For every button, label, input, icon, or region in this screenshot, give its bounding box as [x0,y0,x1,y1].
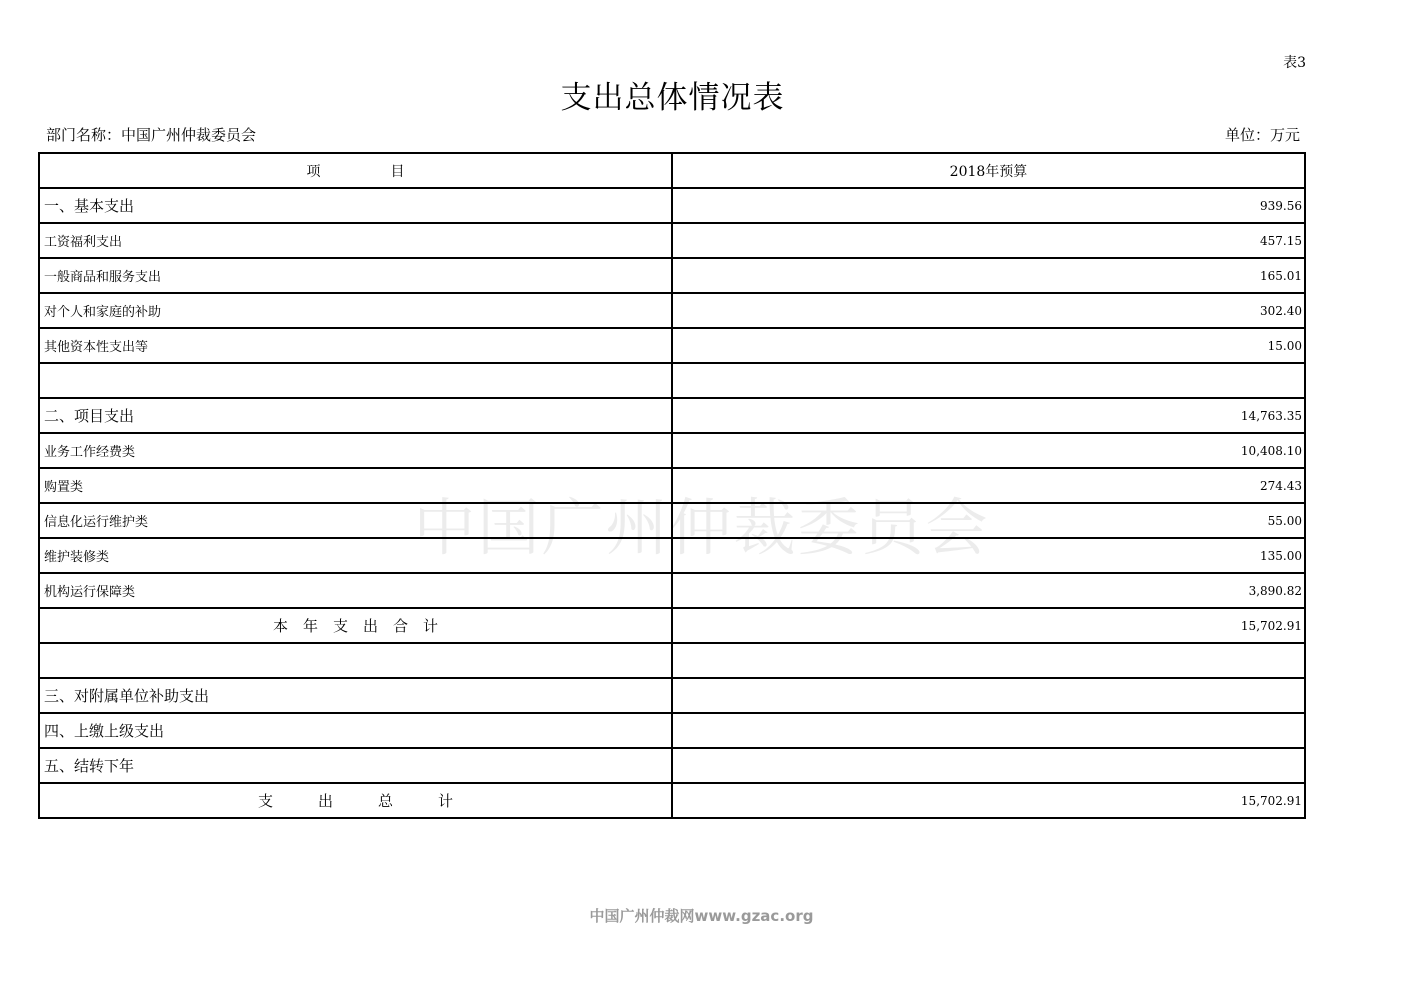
table-row [39,258,1305,293]
row-label: 一、基本支出 [39,188,672,223]
table-row [39,363,1305,398]
row-label [39,363,672,398]
row-label: 信息化运行维护类 [39,503,672,538]
row-value: 274.43 [672,468,1305,503]
table-number: 表3 [1283,55,1306,71]
row-label: 本 年 支 出 合 计 [39,608,672,643]
table-row [39,783,1305,818]
table-row [39,328,1305,363]
row-label: 支 出 总 计 [39,783,672,818]
table-row [39,748,1305,783]
table-row [39,223,1305,258]
row-label: 一般商品和服务支出 [39,258,672,293]
header-item: 项 目 [39,153,672,188]
row-value: 55.00 [672,503,1305,538]
table-row [39,608,1305,643]
table-row [39,573,1305,608]
department-name: 部门名称：中国广州仲裁委员会 [46,126,257,144]
row-value: 3,890.82 [672,573,1305,608]
watermark: 中国广州仲裁委员会 [413,491,990,564]
table-row [39,433,1305,468]
row-value [672,713,1305,748]
row-value [672,643,1305,678]
row-value: 302.40 [672,293,1305,328]
unit-label: 单位：万元 [1224,126,1300,144]
row-label: 三、对附属单位补助支出 [39,678,672,713]
row-value: 15,702.91 [672,783,1305,818]
table-row [39,713,1305,748]
row-value [672,363,1305,398]
row-label: 购置类 [39,468,672,503]
row-value: 15,702.91 [672,608,1305,643]
row-value: 135.00 [672,538,1305,573]
row-value: 457.15 [672,223,1305,258]
table-row [39,293,1305,328]
table-row [39,503,1305,538]
row-value: 15.00 [672,328,1305,363]
row-value: 10,408.10 [672,433,1305,468]
row-value: 14,763.35 [672,398,1305,433]
row-label: 机构运行保障类 [39,573,672,608]
table-row [39,398,1305,433]
row-value: 165.01 [672,258,1305,293]
row-label: 维护装修类 [39,538,672,573]
page-title: 支出总体情况表 [560,80,785,116]
expenditure-table [38,152,1306,819]
row-label: 四、上缴上级支出 [39,713,672,748]
row-label: 其他资本性支出等 [39,328,672,363]
row-value [672,748,1305,783]
footer-website: 中国广州仲裁网www.gzac.org [589,907,814,925]
row-value: 939.56 [672,188,1305,223]
table-row [39,643,1305,678]
table-row [39,538,1305,573]
row-label: 业务工作经费类 [39,433,672,468]
row-label: 五、结转下年 [39,748,672,783]
table-row [39,678,1305,713]
row-label: 工资福利支出 [39,223,672,258]
row-value [672,678,1305,713]
table-row [39,188,1305,223]
table-header-row [39,153,1305,188]
row-label: 对个人和家庭的补助 [39,293,672,328]
row-label [39,643,672,678]
table-row [39,468,1305,503]
row-label: 二、项目支出 [39,398,672,433]
header-budget: 2018年预算 [672,153,1305,188]
